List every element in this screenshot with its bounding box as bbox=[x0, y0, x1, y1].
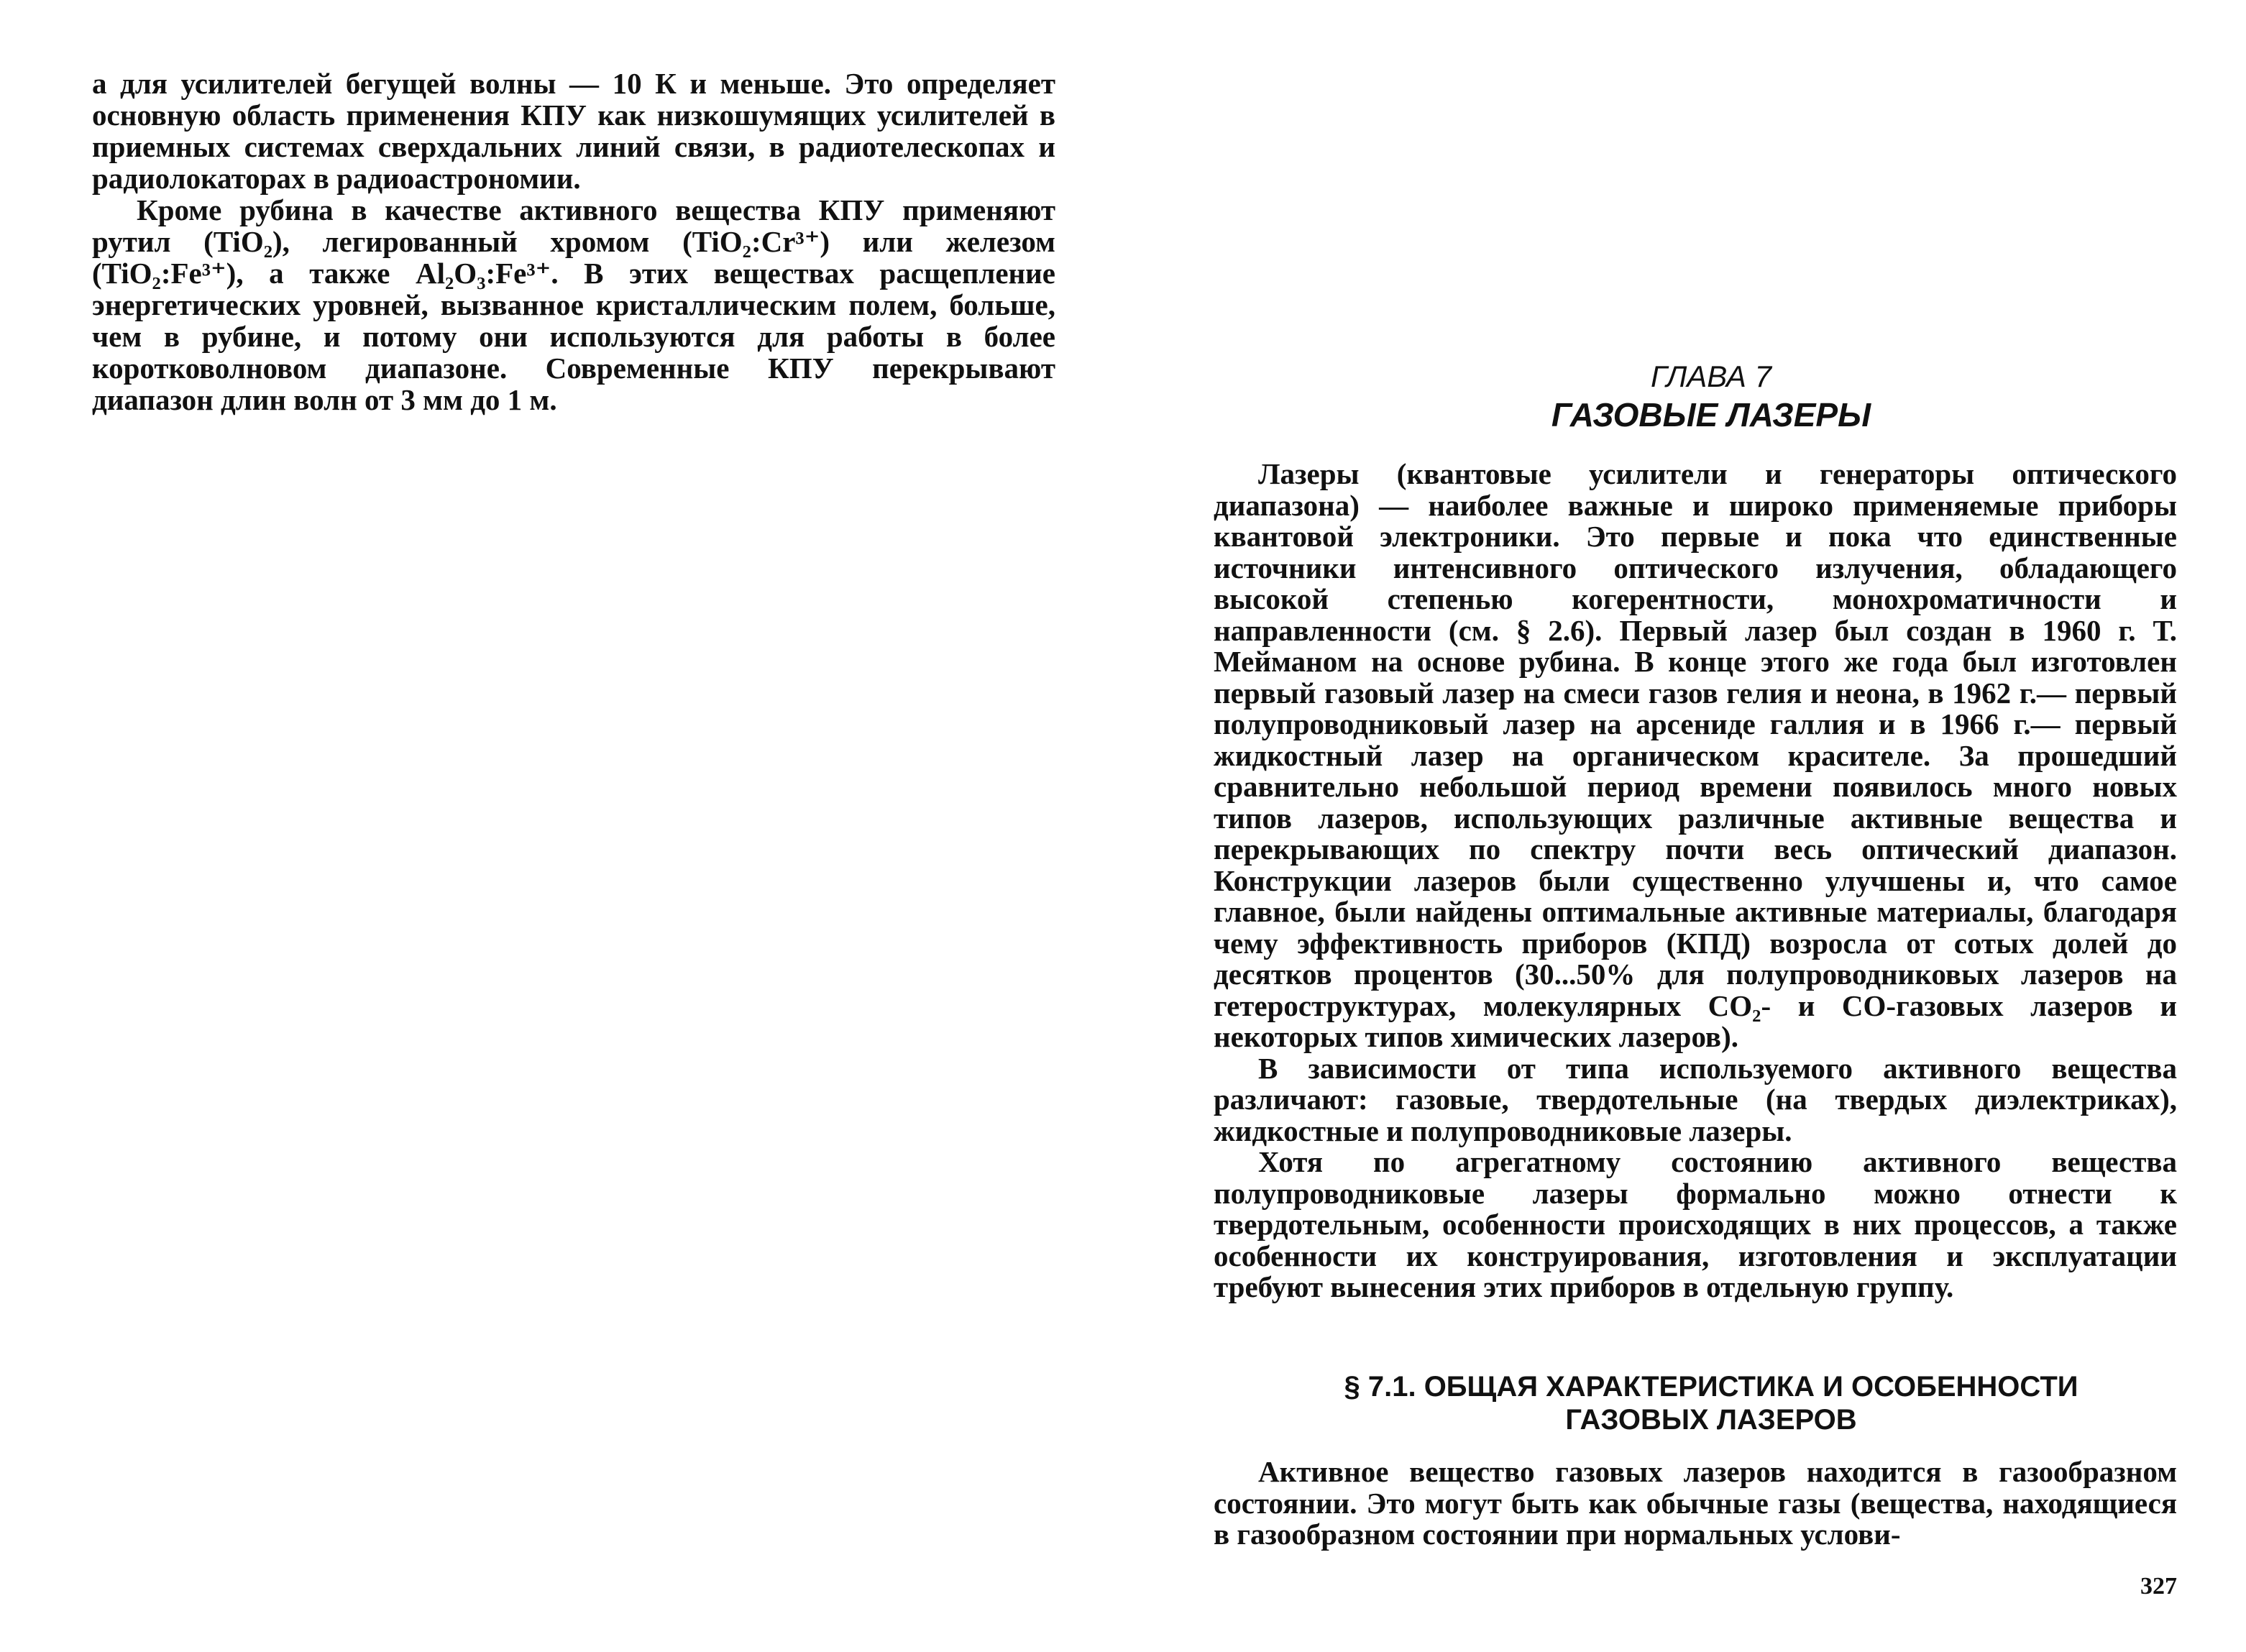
page-number: 327 bbox=[2140, 1573, 2177, 1600]
chapter-intro-text bbox=[1214, 459, 2177, 1303]
intro-paragraph-2: В зависимости от типа используемого активного вещества различают: газовые, твердотельные (на твердых диэлектриках), жидкостные и полупроводниковые лазеры. bbox=[1214, 1051, 2177, 1147]
section-paragraph-1: Активное вещество газовых лазеров находится в газообразном состоянии. Это могут быть как обычные газы (вещества, находящиеся в газообразном состоянии при нормальных услови- bbox=[1214, 1455, 2177, 1551]
left-paragraph-2: Кроме рубина в качестве активного вещества КПУ применяют рутил (TiO₂), легированный хромом (TiO₂:Cr³⁺) или железом (TiO₂:Fe³⁺), а также Al₂O₃:Fe³⁺. В этих веществах расщепление энергетических уровней, вызванное кристаллическим полем, больше, чем в рубине, и потому они используются для работы в более коротковолновом диапазоне. Современные КПУ перекрывают диапазон длин волн от 3 мм до 1 м. bbox=[92, 193, 1055, 416]
intro-paragraph-3: Хотя по агрегатному состоянию активного вещества полупроводниковые лазеры формально можно отнести к твердотельным, особенности происходящих в них процессов, а также особенности их конструирования, изготовления и эксплуатации требуют вынесения этих приборов в отдельную группу. bbox=[1214, 1145, 2177, 1303]
chapter-label: ГЛАВА 7 bbox=[1651, 359, 1771, 393]
chapter-title: ГАЗОВЫЕ ЛАЗЕРЫ bbox=[1551, 396, 1871, 433]
section-text bbox=[1214, 1456, 2177, 1551]
intro-paragraph-1: Лазеры (квантовые усилители и генераторы оптического диапазона) — наиболее важные и широко применяемые приборы квантовой электроники. Это первые и пока что единственные источники интенсивного оптического излучения, обладающего высокой степенью когерентности, монохроматичности и направленности (см. § 2.6). Первый лазер был создан в 1960 г. Т. Мейманом на основе рубина. В конце этого же года был изготовлен первый газовый лазер на смеси газов гелия и неона, в 1962 г.— первый полупроводниковый лазер на арсениде галлия и в 1966 г.— первый жидкостный лазер на органическом красителе. За прошедший сравнительно небольшой период времени появилось много новых типов лазеров, использующих различные активные вещества и перекрывающих по спектру почти весь оптический диапазон. Конструкции лазеров были существенно улучшены и, что самое главное, были найдены оптимальные активные материалы, благодаря чему эффективность приборов (КПД) возросла от сотых долей до десятков процентов (30...50% для полупроводниковых лазеров на гетероструктурах, молекулярных CO₂- и CO-газовых лазеров и некоторых типов химических лазеров). bbox=[1214, 457, 2177, 1053]
section-heading bbox=[1208, 1370, 2214, 1436]
left-page-text bbox=[92, 68, 1055, 416]
section-heading-line-2: ГАЗОВЫХ ЛАЗЕРОВ bbox=[1565, 1404, 1857, 1436]
section-heading-line-1: § 7.1. ОБЩАЯ ХАРАКТЕРИСТИКА И ОСОБЕННОСТИ bbox=[1344, 1371, 2078, 1403]
left-paragraph-1: а для усилителей бегущей волны — 10 К и меньше. Это определяет основную область применения КПУ как низкошумящих усилителей в приемных системах сверхдальних линий связи, в радиотелескопах и радиолокаторах в радиоастрономии. bbox=[92, 67, 1055, 195]
